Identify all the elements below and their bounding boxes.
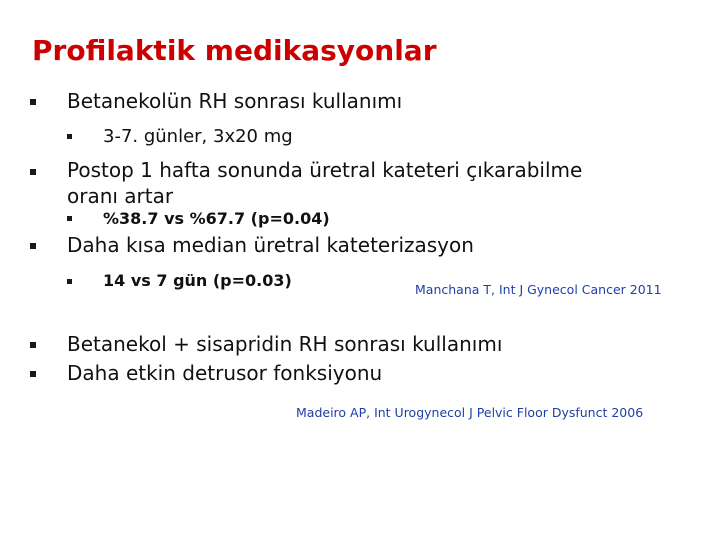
sub-bullet-marker — [67, 279, 72, 284]
bullet-text-betanekol-usage: Betanekolün RH sonrası kullanımı — [67, 89, 403, 113]
reference-manchana: Manchana T, Int J Gynecol Cancer 2011 — [415, 282, 662, 297]
bullet-marker — [30, 371, 36, 377]
bullet-marker — [30, 99, 36, 105]
sub-bullet-text-rates: %38.7 vs %67.7 (p=0.04) — [103, 209, 330, 228]
sub-bullet-text-days: 14 vs 7 gün (p=0.03) — [103, 271, 292, 290]
bullet-text-detrusor-function: Daha etkin detrusor fonksiyonu — [67, 361, 383, 385]
bullet-text-betanekol-sisapridin: Betanekol + sisapridin RH sonrası kullanımı — [67, 332, 503, 356]
reference-madeiro: Madeiro AP, Int Urogynecol J Pelvic Floor Dysfunct 2006 — [296, 405, 644, 420]
sub-bullet-marker — [67, 216, 72, 221]
slide-title: Profilaktik medikasyonlar — [32, 34, 437, 67]
sub-bullet-marker — [67, 134, 72, 139]
bullet-text-shorter-catheterization: Daha kısa median üretral kateterizasyon — [67, 233, 474, 257]
bullet-text-catheter-removal-line2: oranı artar — [67, 184, 174, 208]
bullet-text-catheter-removal-line1: Postop 1 hafta sonunda üretral kateteri çıkarabilme — [67, 158, 583, 182]
bullet-marker — [30, 169, 36, 175]
bullet-marker — [30, 342, 36, 348]
bullet-marker — [30, 243, 36, 249]
sub-bullet-text-dosage: 3-7. günler, 3x20 mg — [103, 126, 293, 147]
